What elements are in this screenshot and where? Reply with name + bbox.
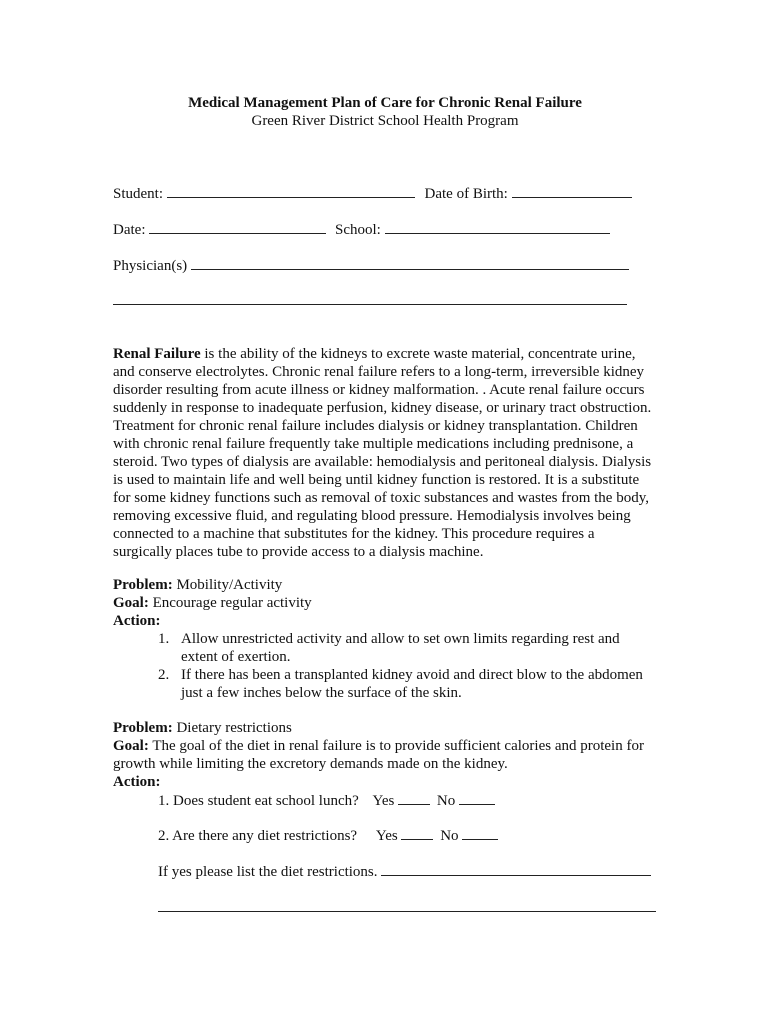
student-field-row [113, 184, 632, 203]
dob-label: Date of Birth: [424, 186, 508, 202]
action-label: Action: [113, 774, 161, 790]
action-item: 2. If there has been a transplanted kidney avoid and direct blow to the abdomen [158, 667, 643, 683]
intro-line: with chronic renal failure frequently take multiple medications including prednisone, a [113, 436, 634, 452]
intro-term: Renal Failure [113, 346, 201, 362]
student-label: Student: [113, 186, 164, 202]
intro-line: is used to maintain life and well being until kidney function is restored. It is a substitute [113, 472, 640, 488]
diet-list-row [158, 862, 651, 881]
action-label: Action: [113, 613, 161, 629]
problem-line: Problem: Dietary restrictions [113, 720, 292, 736]
page-title [0, 94, 770, 112]
intro-line: removing excessive fluid, and regulating blood pressure. Hemodialysis involves being [113, 508, 631, 524]
goal-line: Goal: Encourage regular activity [113, 595, 312, 611]
section-mobility [113, 576, 673, 630]
intro-line: disorder resulting from acute illness or kidney malformation. . Acute renal failure occurs [113, 382, 645, 398]
diet-list-input[interactable] [381, 862, 651, 876]
intro-line: Treatment for chronic renal failure includes dialysis or kidney transplantation. Children [113, 418, 638, 434]
physician-field-row [113, 256, 629, 275]
title-text: Medical Management Plan of Care for Chronic Renal Failure [188, 95, 582, 111]
intro-line: steroid. Two types of dialysis are available: hemodialysis and peritoneal dialysis. Dialysis [113, 454, 652, 470]
intro-line: for some kidney functions such as removal of toxic substances and wastes from the body, [113, 490, 649, 506]
lunch-no-input[interactable] [459, 791, 495, 805]
section-diet [113, 719, 673, 791]
problem-line: Problem: Mobility/Activity [113, 577, 283, 593]
intro-line: surgically places tube to provide access to a dialysis machine. [113, 544, 484, 560]
diet-question-lunch: 1. Does student eat school lunch? Yes No [158, 791, 495, 810]
intro-paragraph [113, 345, 673, 561]
intro-line: connected to a machine that substitutes for the kidney. This procedure requires a [113, 526, 595, 542]
date-input[interactable] [149, 220, 326, 234]
diet-list-prompt: If yes please list the diet restrictions. [158, 864, 378, 880]
action-item-continued: extent of exertion. [181, 649, 291, 665]
action-item-continued: just a few inches below the surface of the skin. [181, 685, 462, 701]
physician-input[interactable] [191, 256, 629, 270]
action-item: 1. Allow unrestricted activity and allow to set own limits regarding rest and [158, 631, 620, 647]
intro-line: and conserve electrolytes. Chronic renal failure refers to a long-term, irreversible kidney [113, 364, 645, 380]
intro-line: Renal Failure is the ability of the kidneys to excrete waste material, concentrate urine, [113, 346, 636, 362]
date-field-row [113, 220, 610, 239]
date-label: Date: [113, 222, 146, 238]
restrictions-yes-input[interactable] [401, 826, 433, 840]
diet-list-extra-line[interactable] [158, 911, 656, 912]
school-label: School: [334, 222, 381, 238]
school-input[interactable] [385, 220, 610, 234]
diet-question-restrictions: 2. Are there any diet restrictions? Yes No [158, 826, 498, 845]
goal-line: Goal: The goal of the diet in renal failure is to provide sufficient calories and protein for [113, 738, 644, 754]
lunch-yes-input[interactable] [398, 791, 430, 805]
goal-line-continued: growth while limiting the excretory demands made on the kidney. [113, 756, 508, 772]
intro-line: suddenly in response to inadequate perfusion, kidney disease, or urinary tract obstruction. [113, 400, 652, 416]
dob-input[interactable] [512, 184, 632, 198]
restrictions-no-input[interactable] [462, 826, 498, 840]
physician-label: Physician(s) [113, 258, 188, 274]
page-subtitle: Green River District School Health Program [251, 113, 519, 129]
student-input[interactable] [167, 184, 415, 198]
physician-extra-line[interactable] [113, 304, 627, 305]
